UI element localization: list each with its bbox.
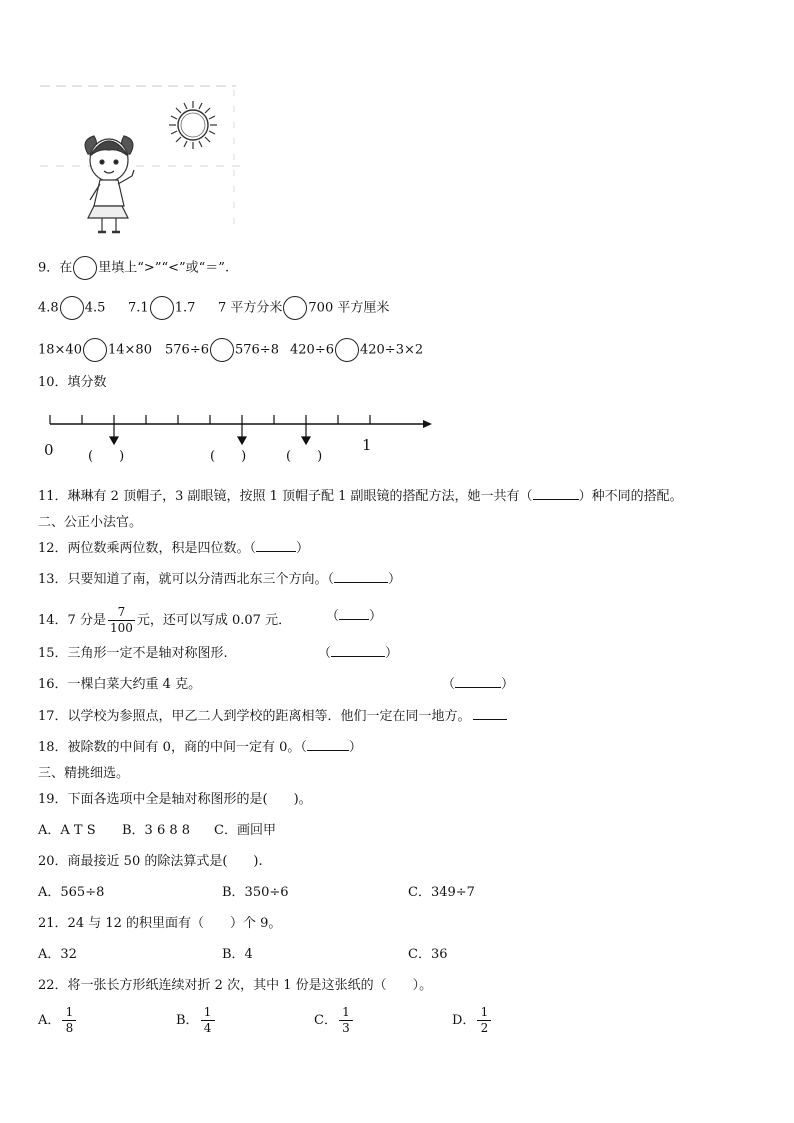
option-fraction: [477, 1006, 491, 1035]
q22-text: 22．将一张长方形纸连续对折 2 次，其中 1 份是这张纸的（ ）。: [38, 978, 433, 993]
q9-answer-circle[interactable]: [60, 296, 84, 320]
option-label: A．: [38, 1013, 61, 1028]
q12: [38, 541, 309, 557]
q9-expr: 4.8: [38, 300, 59, 316]
paren-close: ）: [369, 609, 383, 624]
option-label: B．: [176, 1013, 199, 1028]
q9-row2-b: [165, 338, 279, 362]
option-label: D．: [452, 1013, 476, 1028]
q18-end: ）: [348, 740, 362, 755]
q9-expr: 420÷3×2: [359, 342, 424, 358]
q20-option-b[interactable]: B．350÷6: [222, 885, 289, 900]
q9-expr: 576÷8: [234, 342, 279, 358]
q19-option-c[interactable]: C．画回甲: [214, 823, 276, 838]
q15-answer: [318, 646, 398, 662]
q10-answer-blank[interactable]: ( ): [286, 449, 323, 464]
q13-text: 13．只要知道了南，就可以分清西北东三个方向。（: [38, 572, 335, 587]
q9-answer-circle[interactable]: [335, 338, 359, 362]
girl-and-sun-illustration: [36, 80, 246, 240]
q9-expr: 420÷6: [290, 342, 334, 358]
q9-expr: 576÷6: [165, 342, 209, 358]
q14-answer-blank[interactable]: [339, 619, 369, 620]
q9-text2: 里填上“>”“<”或“＝”.: [98, 260, 230, 276]
q21-text: 21．24 与 12 的积里面有（ ）个 9。: [38, 916, 282, 931]
q15-answer-blank[interactable]: [331, 656, 385, 657]
q9-expr: 14×80: [107, 342, 152, 358]
paren-open: （: [318, 646, 332, 661]
q9-row2: [38, 338, 152, 362]
q12-end: ）: [296, 541, 310, 556]
paren-close: ）: [385, 646, 399, 661]
q9-row1-c: [218, 296, 389, 320]
q13-end: ）: [388, 572, 402, 587]
fraction-denominator: 3: [342, 1021, 350, 1035]
q19-option-b[interactable]: B．3 6 8 8: [122, 823, 191, 838]
q21-option-c[interactable]: C．36: [408, 947, 448, 962]
q22-option-a[interactable]: [38, 1006, 78, 1036]
q9-answer-circle[interactable]: [210, 338, 234, 362]
option-label: C．: [314, 1013, 337, 1028]
q9-text: 9．在: [38, 260, 73, 276]
q18: [38, 740, 362, 756]
q9-expr: 7.1: [128, 300, 149, 316]
q9-answer-circle[interactable]: [83, 338, 107, 362]
section-heading-2: 二、公正小法官。: [38, 515, 143, 530]
q9-answer-circle[interactable]: [283, 296, 307, 320]
q9-expr: 700 平方厘米: [308, 300, 390, 316]
q9-instruction: [38, 256, 229, 280]
q20-option-a[interactable]: A．565÷8: [38, 885, 105, 900]
q9-expr: 18×40: [38, 342, 82, 358]
q14: [38, 606, 291, 635]
fraction-denominator: 4: [203, 1021, 212, 1035]
q9-expr: 4.5: [84, 300, 106, 316]
q11-text: 11．琳琳有 2 顶帽子，3 副眼镜，按照 1 顶帽子配 1 副眼镜的搭配方法，她一共有（: [38, 489, 533, 504]
q9-row2-c: [290, 338, 423, 362]
option-fraction: [201, 1006, 215, 1035]
q19-text: 19．下面各选项中全是轴对称图形的是( )。: [38, 792, 312, 807]
sun-icon: [169, 101, 217, 149]
q17-answer-blank[interactable]: [473, 719, 507, 720]
q13-answer-blank[interactable]: [334, 582, 388, 583]
q16-text: 16．一棵白菜大约重 4 克。: [38, 677, 202, 692]
q9-example-circle: [73, 256, 97, 280]
paren-close: ）: [501, 677, 515, 692]
q17-text: 17．以学校为参照点，甲乙二人到学校的距离相等．他们一定在同一地方。: [38, 709, 471, 724]
fraction-numerator: 1: [65, 1005, 74, 1019]
q18-answer-blank[interactable]: [307, 750, 349, 751]
fraction-numerator: 1: [342, 1005, 350, 1019]
q14-answer: [326, 609, 382, 625]
number-line: [40, 408, 440, 448]
q21-option-b[interactable]: B．4: [222, 947, 253, 962]
q9-expr: 7 平方分米: [218, 300, 283, 316]
q11-end: ）种不同的搭配。: [578, 489, 683, 504]
fraction-numerator: 7: [117, 605, 126, 619]
option-fraction: [62, 1006, 76, 1035]
girl-figure: [85, 136, 134, 232]
option-fraction: [339, 1006, 353, 1035]
q9-row1-b: [128, 296, 195, 320]
q22-option-c[interactable]: [314, 1006, 355, 1036]
paren-open: （: [442, 677, 456, 692]
q9-answer-circle[interactable]: [150, 296, 174, 320]
q22-option-b[interactable]: [176, 1006, 217, 1036]
q19-option-a[interactable]: A．A T S: [38, 823, 96, 838]
q14-pre: 14．7 分是: [38, 613, 106, 628]
q18-text: 18．被除数的中间有 0，商的中间一定有 0。（: [38, 740, 307, 755]
arrow-down-icon: [110, 424, 310, 444]
q11-answer-blank[interactable]: [533, 499, 579, 500]
q14-post: 元，还可以写成 0.07 元．: [136, 613, 292, 628]
fraction-denominator: 100: [109, 621, 133, 635]
fraction-denominator: 8: [65, 1021, 74, 1035]
q12-answer-blank[interactable]: [256, 551, 296, 552]
q22-option-d[interactable]: [452, 1006, 493, 1036]
q20-option-c[interactable]: C．349÷7: [408, 885, 475, 900]
fraction-denominator: 2: [480, 1021, 489, 1035]
fraction-numerator: 1: [480, 1005, 489, 1019]
q11: [38, 489, 683, 505]
number-line-one: 1: [362, 436, 372, 454]
fraction-numerator: 1: [203, 1005, 212, 1019]
q9-row1: [38, 296, 105, 320]
q13: [38, 572, 401, 588]
q10-answer-blank[interactable]: ( ): [88, 449, 125, 464]
q14-fraction: [108, 606, 135, 635]
q12-text: 12．两位数乘两位数，积是四位数。（: [38, 541, 257, 556]
section-heading-3: 三、精挑细选。: [38, 766, 130, 781]
q9-expr: 1.7: [174, 300, 196, 316]
q10-title: 10．填分数: [38, 375, 107, 390]
q17: [38, 709, 507, 725]
q21-option-a[interactable]: A．32: [38, 947, 77, 962]
q15-text: 15．三角形一定不是轴对称图形.: [38, 646, 228, 661]
q20-text: 20．商最接近 50 的除法算式是( ).: [38, 854, 263, 869]
q10-answer-blank[interactable]: ( ): [210, 449, 247, 464]
q16-answer-blank[interactable]: [455, 687, 501, 688]
q16-answer: [442, 677, 514, 693]
number-line-zero: 0: [44, 441, 54, 459]
paren-open: （: [326, 609, 340, 624]
